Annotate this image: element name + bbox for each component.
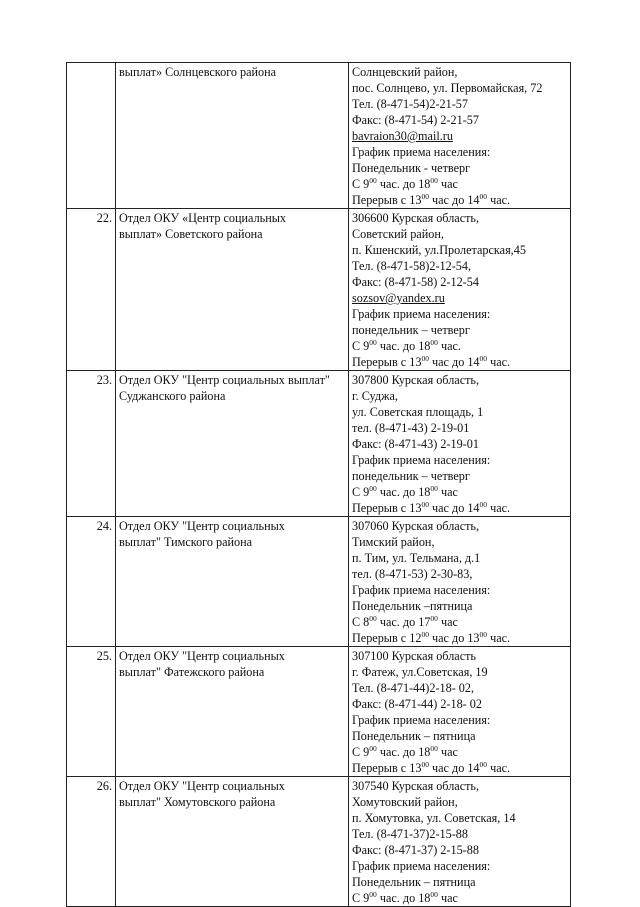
schedule-break-pre: Перерыв с 12 bbox=[352, 631, 422, 645]
row-number: 22. bbox=[67, 209, 116, 371]
schedule-break-pre: Перерыв с 13 bbox=[352, 193, 422, 207]
schedule-hours-post: час bbox=[440, 745, 458, 759]
schedule-days: Понедельник –пятница bbox=[352, 599, 473, 613]
schedule-hours bbox=[352, 614, 567, 630]
row-number: 23. bbox=[67, 371, 116, 517]
schedule-hours bbox=[352, 338, 567, 354]
schedule-hours-s1: 00 bbox=[369, 889, 377, 899]
schedule-hours bbox=[352, 890, 567, 906]
schedule-break-pre: Перерыв с 13 bbox=[352, 501, 422, 515]
schedule-hours-s2: 00 bbox=[430, 613, 438, 623]
schedule-hours-post: час. bbox=[440, 339, 461, 353]
office-name-cell bbox=[116, 209, 349, 371]
address-line: г. Суджа, bbox=[352, 389, 398, 403]
address-line: Солнцевский район, bbox=[352, 65, 458, 79]
address-line: Факс: (8-471-58) 2-12-54 bbox=[352, 275, 479, 289]
table-row bbox=[67, 63, 571, 209]
office-name-line: выплат" Хомутовского района bbox=[119, 795, 276, 809]
schedule-hours-s1: 00 bbox=[369, 483, 377, 493]
office-name-cell bbox=[116, 517, 349, 647]
schedule-hours-pre: С 9 bbox=[352, 745, 370, 759]
schedule-hours-mid: час. до 18 bbox=[379, 745, 431, 759]
schedule-hours-post: час bbox=[440, 891, 458, 905]
address-line: пос. Солнцево, ул. Первомайская, 72 bbox=[352, 81, 543, 95]
office-name-cell bbox=[116, 371, 349, 517]
schedule-break bbox=[352, 630, 567, 646]
schedule-hours-pre: С 9 bbox=[352, 177, 370, 191]
office-contacts-cell bbox=[349, 209, 571, 371]
schedule-break-s1: 00 bbox=[421, 499, 429, 509]
address-line: тел. (8-471-43) 2-19-01 bbox=[352, 421, 470, 435]
office-contacts-cell bbox=[349, 647, 571, 777]
schedule-hours-s1: 00 bbox=[369, 175, 377, 185]
office-name-line: выплат» Солнцевского района bbox=[119, 65, 277, 79]
row-number: 24. bbox=[67, 517, 116, 647]
schedule-break-post: час. bbox=[490, 355, 511, 369]
address-line: Хомутовский район, bbox=[352, 795, 458, 809]
offices-table bbox=[66, 62, 571, 907]
address-line: Тел. (8-471-58)2-12-54, bbox=[352, 259, 471, 273]
office-name-cell bbox=[116, 63, 349, 209]
office-contacts-cell bbox=[349, 777, 571, 907]
address-line: Факс: (8-471-54) 2-21-57 bbox=[352, 113, 479, 127]
offices-table-body bbox=[67, 63, 571, 907]
schedule-hours-mid: час. до 18 bbox=[379, 339, 431, 353]
schedule-hours-post: час bbox=[440, 615, 458, 629]
row-number bbox=[67, 63, 116, 209]
schedule-hours-post: час bbox=[440, 177, 458, 191]
schedule-title: График приема населения: bbox=[352, 145, 491, 159]
address-line: 307800 Курская область, bbox=[352, 373, 480, 387]
schedule-break-mid: час до 14 bbox=[432, 355, 480, 369]
office-name-line: Отдел ОКУ "Центр социальных bbox=[119, 649, 285, 663]
schedule-break-s2: 00 bbox=[479, 353, 488, 363]
office-name-line: Отдел ОКУ "Центр социальных bbox=[119, 519, 285, 533]
address-line: 307100 Курская область bbox=[352, 649, 476, 663]
table-row bbox=[67, 517, 571, 647]
schedule-break bbox=[352, 354, 567, 370]
schedule-break-s2: 00 bbox=[479, 759, 488, 769]
schedule-break-mid: час до 14 bbox=[432, 501, 480, 515]
address-line: Факс: (8-471-43) 2-19-01 bbox=[352, 437, 479, 451]
schedule-hours-mid: час. до 17 bbox=[379, 615, 431, 629]
schedule-days: Понедельник – пятница bbox=[352, 729, 476, 743]
row-number: 26. bbox=[67, 777, 116, 907]
office-name-line: выплат" Фатежского района bbox=[119, 665, 265, 679]
office-name-line: Отдел ОКУ "Центр социальных bbox=[119, 779, 285, 793]
schedule-break-s1: 00 bbox=[421, 629, 429, 639]
table-row bbox=[67, 777, 571, 907]
address-line: Факс: (8-471-44) 2-18- 02 bbox=[352, 697, 482, 711]
schedule-break-s2: 00 bbox=[479, 499, 488, 509]
schedule-hours bbox=[352, 484, 567, 500]
address-line: Тел. (8-471-37)2-15-88 bbox=[352, 827, 468, 841]
schedule-hours-s2: 00 bbox=[430, 889, 438, 899]
address-line: Тел. (8-471-44)2-18- 02, bbox=[352, 681, 475, 695]
schedule-hours-s2: 00 bbox=[430, 337, 438, 347]
schedule-hours-s1: 00 bbox=[369, 337, 377, 347]
schedule-break-s2: 00 bbox=[479, 629, 488, 639]
schedule-hours-s2: 00 bbox=[430, 483, 438, 493]
row-number: 25. bbox=[67, 647, 116, 777]
schedule-hours-pre: С 9 bbox=[352, 485, 370, 499]
schedule-title: График приема населения: bbox=[352, 859, 491, 873]
office-name-line: Суджанского района bbox=[119, 389, 226, 403]
office-contacts-cell bbox=[349, 517, 571, 647]
email-link[interactable]: sozsov@yandex.ru bbox=[352, 291, 445, 305]
schedule-title: График приема населения: bbox=[352, 307, 491, 321]
schedule-hours-mid: час. до 18 bbox=[379, 891, 431, 905]
schedule-break bbox=[352, 500, 567, 516]
address-line: п. Тим, ул. Тельмана, д.1 bbox=[352, 551, 481, 565]
office-name-line: выплат" Тимского района bbox=[119, 535, 253, 549]
schedule-hours bbox=[352, 176, 567, 192]
table-row bbox=[67, 647, 571, 777]
schedule-break-post: час. bbox=[490, 193, 511, 207]
schedule-hours-mid: час. до 18 bbox=[379, 485, 431, 499]
schedule-break-post: час. bbox=[490, 761, 511, 775]
schedule-days: понедельник – четверг bbox=[352, 323, 470, 337]
schedule-break-s1: 00 bbox=[421, 353, 429, 363]
schedule-title: График приема населения: bbox=[352, 713, 491, 727]
table-row bbox=[67, 209, 571, 371]
address-line: Факс: (8-471-37) 2-15-88 bbox=[352, 843, 479, 857]
schedule-break-s1: 00 bbox=[421, 759, 429, 769]
address-line: п. Кшенский, ул.Пролетарская,45 bbox=[352, 243, 526, 257]
address-line: Тел. (8-471-54)2-21-57 bbox=[352, 97, 468, 111]
email-link[interactable]: bavraion30@mail.ru bbox=[352, 129, 453, 143]
schedule-break-mid: час до 13 bbox=[432, 631, 480, 645]
office-name-cell bbox=[116, 777, 349, 907]
schedule-hours-pre: С 9 bbox=[352, 339, 370, 353]
schedule-break-s1: 00 bbox=[421, 191, 429, 201]
schedule-hours-s1: 00 bbox=[369, 743, 377, 753]
schedule-days: понедельник – четверг bbox=[352, 469, 470, 483]
schedule-break-post: час. bbox=[490, 631, 511, 645]
address-line: 307540 Курская область, bbox=[352, 779, 480, 793]
schedule-hours-s2: 00 bbox=[430, 743, 438, 753]
schedule-days: Понедельник – пятница bbox=[352, 875, 476, 889]
address-line: Тимский район, bbox=[352, 535, 435, 549]
schedule-break bbox=[352, 192, 567, 208]
schedule-hours-pre: С 9 bbox=[352, 891, 370, 905]
office-name-line: выплат» Советского района bbox=[119, 227, 263, 241]
schedule-break-pre: Перерыв с 13 bbox=[352, 761, 422, 775]
office-contacts-cell bbox=[349, 371, 571, 517]
address-line: г. Фатеж, ул.Советская, 19 bbox=[352, 665, 488, 679]
schedule-hours bbox=[352, 744, 567, 760]
schedule-hours-s2: 00 bbox=[430, 175, 438, 185]
schedule-break-s2: 00 bbox=[479, 191, 488, 201]
schedule-title: График приема населения: bbox=[352, 583, 491, 597]
office-name-line: Отдел ОКУ "Центр социальных выплат" bbox=[119, 373, 330, 387]
schedule-days: Понедельник - четверг bbox=[352, 161, 471, 175]
schedule-break-mid: час до 14 bbox=[432, 193, 480, 207]
schedule-hours-pre: С 8 bbox=[352, 615, 370, 629]
office-name-cell bbox=[116, 647, 349, 777]
address-line: 306600 Курская область, bbox=[352, 211, 480, 225]
office-name-line: Отдел ОКУ «Центр социальных bbox=[119, 211, 287, 225]
schedule-hours-post: час bbox=[440, 485, 458, 499]
schedule-hours-mid: час. до 18 bbox=[379, 177, 431, 191]
address-line: 307060 Курская область, bbox=[352, 519, 480, 533]
schedule-break-mid: час до 14 bbox=[432, 761, 480, 775]
office-contacts-cell bbox=[349, 63, 571, 209]
schedule-title: График приема населения: bbox=[352, 453, 491, 467]
schedule-break-post: час. bbox=[490, 501, 511, 515]
schedule-break bbox=[352, 760, 567, 776]
address-line: тел. (8-471-53) 2-30-83, bbox=[352, 567, 473, 581]
address-line: п. Хомутовка, ул. Советская, 14 bbox=[352, 811, 516, 825]
table-row bbox=[67, 371, 571, 517]
address-line: ул. Советская площадь, 1 bbox=[352, 405, 484, 419]
address-line: Советский район, bbox=[352, 227, 444, 241]
schedule-break-pre: Перерыв с 13 bbox=[352, 355, 422, 369]
schedule-hours-s1: 00 bbox=[369, 613, 377, 623]
